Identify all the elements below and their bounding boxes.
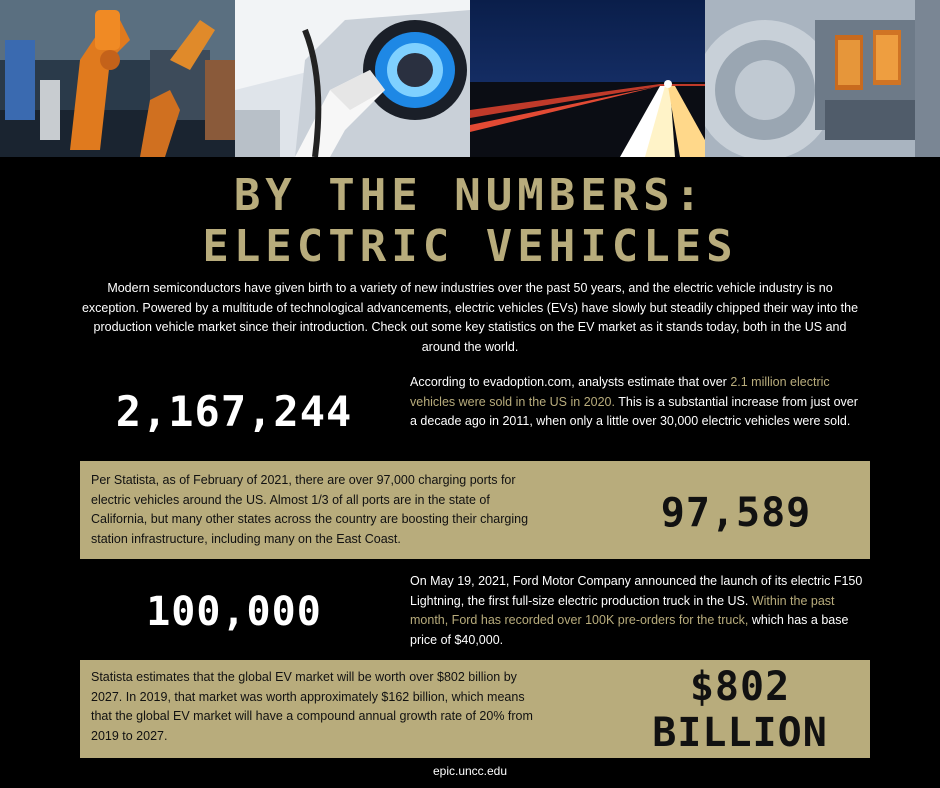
stat-text-f150-part2: which has a base price of $40,000. xyxy=(410,613,849,647)
stat-text-global-part2: . xyxy=(164,728,168,743)
stat-number-global-market-line-2: BILLION xyxy=(652,710,828,756)
footer-url: epic.uncc.edu xyxy=(432,764,508,778)
intro-paragraph: Modern semiconductors have given birth to a variety of new industries over the past 50 years, and the electric vehicle industry is no exception. Powered by a multitude of technological advancements, electric vehicles (EVs) have slowly but steadily chipped their way into the production vehicle market since their introduction. Check out some key statistics on the EV market as it stands today, both in the US and around the world. xyxy=(81,281,859,354)
stat-number-global-market-line-1: $802 xyxy=(689,664,791,710)
semiconductor-assembly-robots-photo xyxy=(0,0,235,157)
stat-text-ev-sales-part1: According to evadoption.com, analysts estimate that over xyxy=(410,375,731,389)
stat-number-ev-sales: 2,167,244 xyxy=(115,387,353,436)
stat-text-ev-sales-part2: This is a substantial increase from just over a decade ago in 2011, when only a little over 30,000 electric vehicles were sold. xyxy=(410,394,858,428)
night-highway-light-trails-photo xyxy=(470,0,705,157)
stat-text-global-part1: Statista estimates that the global EV market will be worth over $802 billion by 2027. In 2019, that market was worth approximately $162 billion, which means that xyxy=(91,670,525,723)
electric-motor-closeup-photo xyxy=(705,0,940,157)
ev-charging-plug-photo xyxy=(235,0,470,157)
stat-number-charging-ports: 97,589 xyxy=(660,490,812,536)
stat-text-global-market xyxy=(91,668,545,746)
stat-text-global-highlight: the global EV market will have a compound annual growth rate of 20% from 2019 to 2027 xyxy=(91,709,533,743)
stat-text-ev-sales-highlight: 2.1 million electric vehicles were sold in the US in 2020. xyxy=(410,375,830,409)
stat-text-f150-preorders xyxy=(410,572,866,650)
stat-text-ev-sales xyxy=(410,373,866,432)
page-title-line-1: BY THE NUMBERS: xyxy=(233,170,707,221)
stat-number-f150-preorders: 100,000 xyxy=(146,589,322,635)
stat-text-f150-part1: On May 19, 2021, Ford Motor Company announced the launch of its electric F150 Lightning, the first full-size electric production truck in the US. xyxy=(410,574,863,608)
header-photo-strip xyxy=(0,0,940,157)
page-title-line-2: ELECTRIC VEHICLES xyxy=(202,221,738,272)
stat-text-charging-ports: Per Statista, as of February of 2021, there are over 97,000 charging ports for electric vehicles around the US. Almost 1/3 of all ports are in the state of California, but many other states across the country are boosting their charging station infrastructure, including many on the East Coast. xyxy=(91,473,529,546)
stat-text-f150-highlight: Within the past month, Ford has recorded over 100K pre-orders for the truck, xyxy=(410,593,835,627)
